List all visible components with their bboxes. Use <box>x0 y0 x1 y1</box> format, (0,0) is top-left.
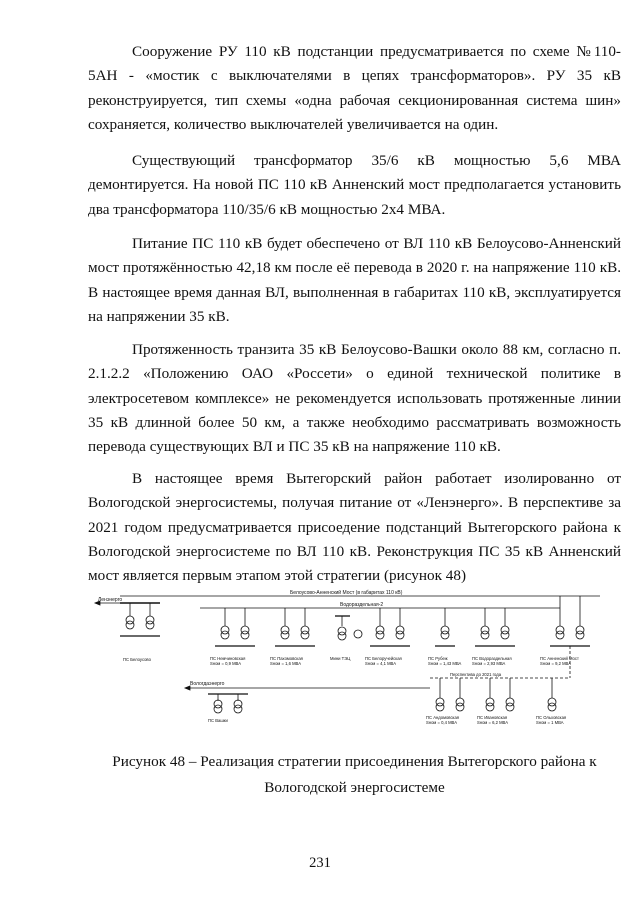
ss-nemchinovskaya <box>210 608 255 666</box>
ss-rubezh <box>428 608 462 666</box>
svg-text:ПС Рубеж: ПС Рубеж <box>428 656 448 661</box>
svg-text:ПС Водораздельная: ПС Водораздельная <box>472 656 512 661</box>
svg-text:ПС Немчиновская: ПС Немчиновская <box>210 656 246 661</box>
paragraph-1: Сооружение РУ 110 кВ подстанции предусматривается по схеме №110-5АН - «мостик с выключателями в цепях трансформаторов». РУ 35 кВ реконструируется, тип схемы «одна рабочая секционированная система шин» сохраняется, количество выключателей увеличивается на один. <box>88 43 621 133</box>
ss-beloruchejskaya <box>365 608 410 666</box>
transformer-icon <box>146 621 154 629</box>
ss-ivanovskaya <box>477 678 514 725</box>
figure-caption-line-2: Вологодской энергосистеме <box>264 779 445 796</box>
svg-text:ПС Пахомовская: ПС Пахомовская <box>270 656 303 661</box>
svg-text:Sном = 1 МВА: Sном = 1 МВА <box>536 720 564 725</box>
svg-text:Sном = 1,6 МВА: Sном = 1,6 МВА <box>270 661 302 666</box>
figure-caption-line-1: Рисунок 48 – Реализация стратегии присоединения Вытегорского района к <box>112 753 597 770</box>
svg-text:ПС Ольховская: ПС Ольховская <box>536 715 567 720</box>
figure-48-diagram <box>90 586 620 726</box>
ss-andomovskaya <box>426 678 464 725</box>
svg-text:Sном = 2,93 МВА: Sном = 2,93 МВА <box>472 661 506 666</box>
svg-text:Sном = 6,2 МВА: Sном = 6,2 МВА <box>477 720 509 725</box>
paragraph-5: В настоящее время Вытегорский район работает изолированно от Вологодской энергосистемы, получая питание от «Ленэнерго». В перспективе за 2021 годом предусматривается присоедение подстанций Вытегорского района к Вологодской энергосистеме по ВЛ 110 кВ. Реконструкция ПС 35 кВ Анненский мост является первым этапом этой стратегии (рисунок 48) <box>88 470 621 585</box>
svg-text:ПС Ивановская: ПС Ивановская <box>477 715 508 720</box>
generator-icon <box>354 630 362 638</box>
ss-annenskij-most <box>540 596 590 666</box>
label-vologdaenergo: Вологдаэнерго <box>190 681 225 687</box>
svg-text:ПС Анненский Мост: ПС Анненский Мост <box>540 656 579 661</box>
ss-mini-tec <box>330 616 362 661</box>
svg-text:Sном = 1,43 МВА: Sном = 1,43 МВА <box>428 661 462 666</box>
label-line-second: Водораздельная-2 <box>340 602 384 608</box>
label-line-top: Белоусово-Анненский Мост (в габаритах 110 кВ) <box>290 590 403 596</box>
label-lenenergo: Ленэнерго <box>98 597 123 603</box>
label-ss-belousovo: ПС Белоусово <box>123 657 151 662</box>
transformer-icon <box>146 616 154 624</box>
svg-text:ПС Белоручейская: ПС Белоручейская <box>365 656 402 661</box>
transformer-icon <box>126 616 134 624</box>
svg-text:Sном = 4,1 МВА: Sном = 4,1 МВА <box>365 661 397 666</box>
page-number: 231 <box>309 855 331 871</box>
label-prospect: Перспектива до 2021 года <box>450 672 502 677</box>
svg-text:ПС Андомовская: ПС Андомовская <box>426 715 460 720</box>
paragraph-2: Существующий трансформатор 35/6 кВ мощностью 5,6 МВА демонтируется. На новой ПС 110 кВ Анненский мост предполагается установить два трансформатора 110/35/6 кВ мощностью 2х4 МВА. <box>88 152 621 218</box>
ss-olkhovskaya <box>536 678 566 725</box>
svg-text:Sном = 9,2 МВА: Sном = 9,2 МВА <box>540 661 572 666</box>
ss-vodorazdelnaya <box>472 608 515 666</box>
ss-pakhomovskaya <box>270 608 315 666</box>
paragraph-4: Протяженность транзита 35 кВ Белоусово-Вашки около 88 км, согласно п. 2.1.2.2 «Положению ОАО «Россети» о единой технической политике в электросетевом комплексе» не рекомендуется использовать протяженные линии 35 кВ длинной более 50 км, а также необходимо рассматривать возможность перевода существующих ВЛ и ПС 35 кВ на напряжение 110 кВ. <box>88 341 621 456</box>
paragraph-3: Питание ПС 110 кВ будет обеспечено от ВЛ 110 кВ Белоусово-Анненский мост протяжённостью 42,18 км после её перевода в 2020 г. на напряжение 110 кВ. В настоящее время данная ВЛ, выполненная в габаритах 110 кВ, эксплуатируется на напряжении 35 кВ. <box>88 235 621 325</box>
svg-text:Sном = 0,4 МВА: Sном = 0,4 МВА <box>426 720 458 725</box>
transformer-icon <box>126 621 134 629</box>
ss-vashki <box>208 694 248 723</box>
svg-text:ПС Вашки: ПС Вашки <box>208 718 228 723</box>
svg-text:Sном = 0,9 МВА: Sном = 0,9 МВА <box>210 661 242 666</box>
svg-text:Мини ТЭЦ: Мини ТЭЦ <box>330 656 351 661</box>
